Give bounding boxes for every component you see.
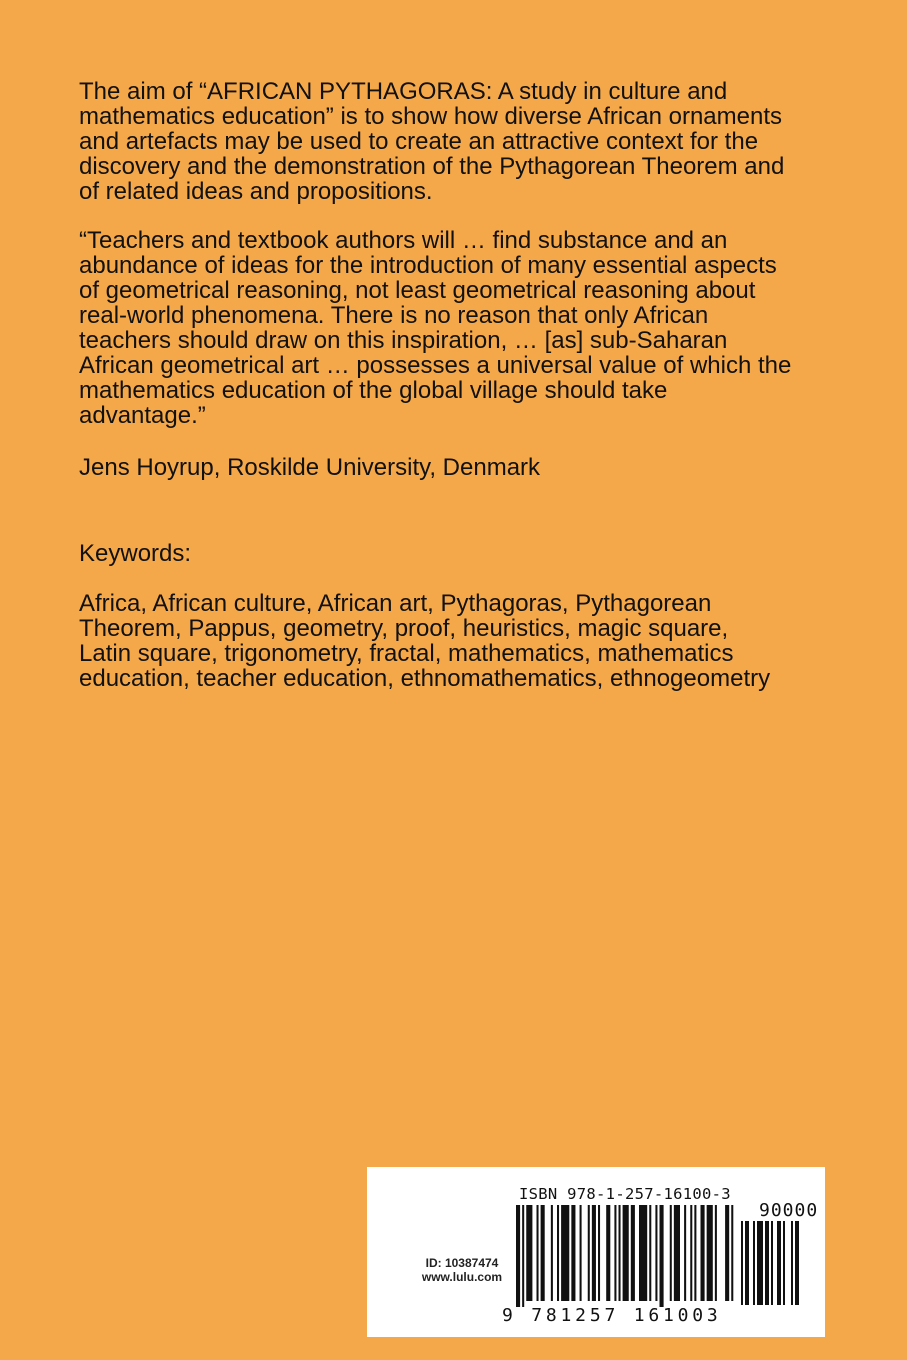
keywords-heading: Keywords: [79, 540, 192, 567]
isbn-label: ISBN 978-1-257-16100-3 [519, 1185, 731, 1203]
ean-barcode [514, 1205, 734, 1307]
aim-paragraph: The aim of “AFRICAN PYTHAGORAS: A study in culture and mathematics education” is to show how diverse African ornaments and artefacts may be used to create an attractive context for the discovery and the demonstration of the Pythagorean Theorem and of related ideas and propositions. [79, 78, 785, 205]
keywords-list: Africa, African culture, African art, Pythagoras, Pythagorean Theorem, Pappus, geometry, proof, heuristics, magic square, Latin square, trigonometry, fractal, mathematics, mathematics education, teacher education, ethnomathematics, ethnogeometry [79, 590, 771, 692]
price-code: 90000 [759, 1200, 819, 1221]
quote-attribution: Jens Hoyrup, Roskilde University, Denmark [79, 454, 541, 481]
addon-barcode [740, 1221, 802, 1305]
review-quote: “Teachers and textbook authors will … find substance and an abundance of ideas for the introduction of many essential aspects of geometrical reasoning, not least geometrical reasoning about real-world phenomena. There is no reason that only African teachers should draw on this inspiration, … [as] sub-Saharan African geometrical art … possesses a universal value of which the mathematics education of the global village should take advantage.” [79, 227, 792, 429]
lulu-label [397, 1256, 527, 1284]
lulu-id: ID: 10387474 [425, 1256, 499, 1270]
barcode-panel [367, 1167, 825, 1337]
lulu-url: www.lulu.com [421, 1270, 503, 1284]
back-cover-text [79, 79, 839, 691]
ean-digits: 9 781257 161003 [502, 1305, 722, 1326]
